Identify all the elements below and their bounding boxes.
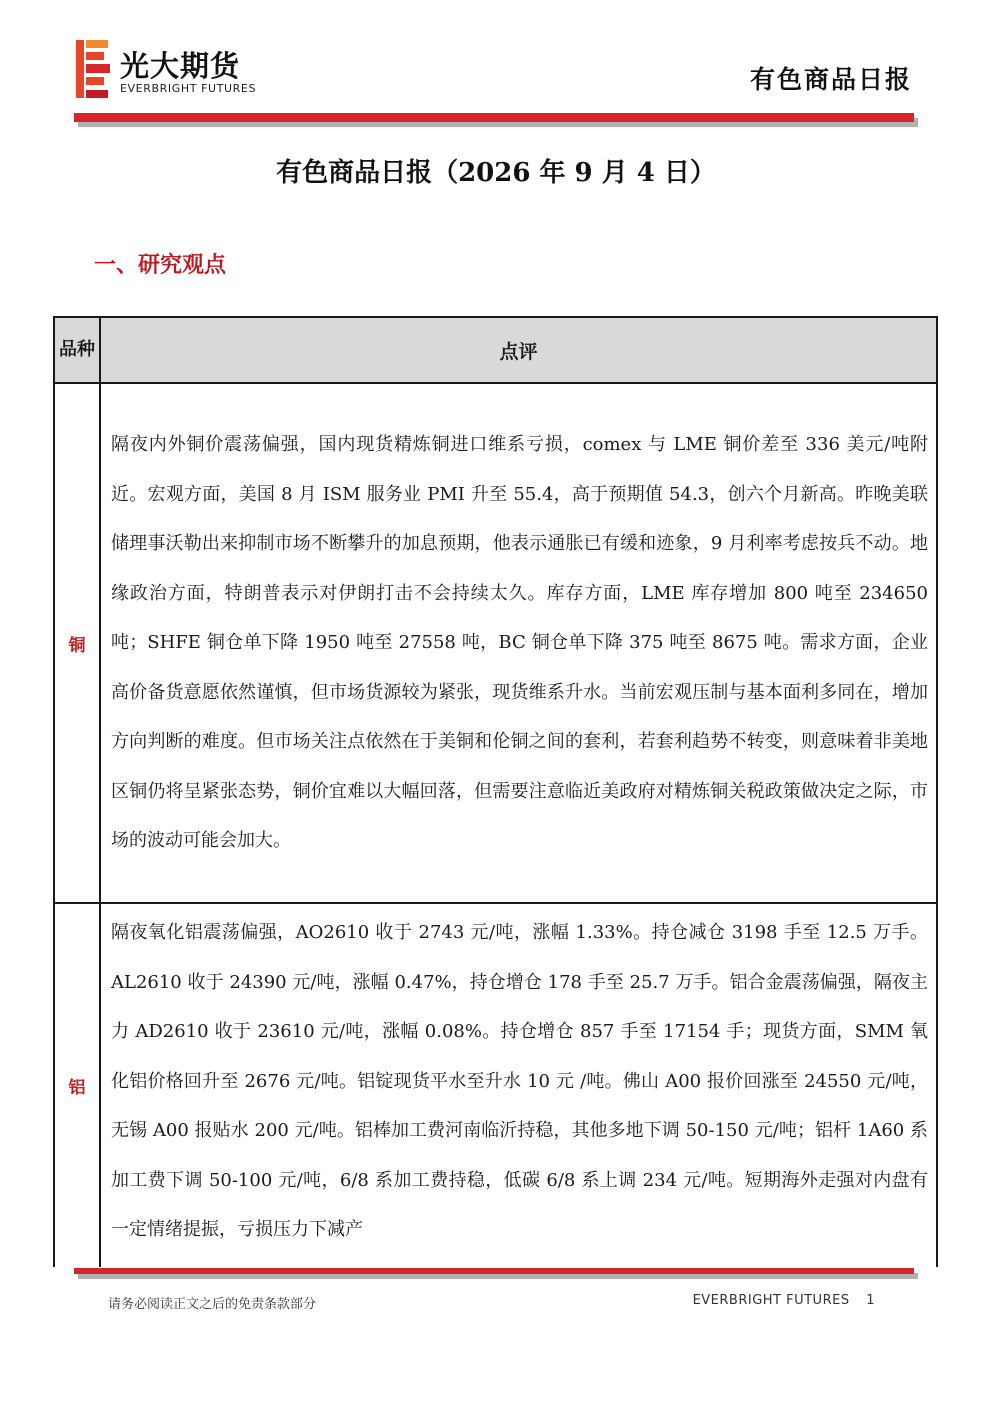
footer-rule [74, 1268, 914, 1274]
everbright-logo-icon [76, 40, 110, 98]
table-header-row [54, 317, 937, 383]
table-row [54, 903, 937, 1267]
header-rule [74, 113, 914, 122]
comment-column-header: 点评 [100, 317, 937, 383]
page-bottom-mask [40, 1272, 960, 1403]
variety-cell-copper: 铜 [54, 383, 100, 903]
footer-company: EVERBRIGHT FUTURES [692, 1293, 850, 1308]
report-name: 有色商品日报 [749, 65, 912, 94]
page-number: 1 [866, 1293, 875, 1308]
company-logo-english: EVERBRIGHT FUTURES [120, 82, 257, 95]
table-row [54, 383, 937, 903]
section-heading: 一、研究观点 [94, 252, 227, 278]
variety-column-header: 品种 [54, 317, 100, 383]
comment-cell-aluminum: 隔夜氧化铝震荡偏强，AO2610 收于 2743 元/吨，涨幅 1.33%。持仓减仓 3198 手至 12.5 万手。AL2610 收于 24390 元/吨，涨幅 0.47%，持仓增仓 178 手至 25.7 万手。铝合金震荡偏强，隔夜主力 AD2610 收于 23610 元/吨，涨幅 0.08%。持仓增仓 857 手至 17154 手；现货方面，SMM 氧化铝价格回升至 2676 元/吨。铝锭现货平水至升水 10 元 /吨。佛山 A00 报价回涨至 24550 元/吨，无锡 A00 报贴水 200 元/吨。铝棒加工费河南临沂持稳，其他多地下调 50-150 元/吨；铝杆 1A60 系加工费下调 50-100 元/吨，6/8 系加工费持稳，低碳 6/8 系上调 234 元/吨。短期海外走强对内盘有一定情绪提振，亏损压力下减产 [100, 903, 937, 1267]
footer-company-page [693, 1293, 875, 1308]
company-logo-chinese: 光大期货 [120, 49, 241, 83]
comment-cell-copper: 隔夜内外铜价震荡偏强，国内现货精炼铜进口维系亏损，comex 与 LME 铜价差至 336 美元/吨附近。宏观方面，美国 8 月 ISM 服务业 PMI 升至 55.4，高于预期值 54.3，创六个月新高。昨晚美联储理事沃勒出来抑制市场不断攀升的加息预期，他表示通胀已有缓和迹象，9 月利率考虑按兵不动。地缘政治方面，特朗普表示对伊朗打击不会持续太久。库存方面，LME 库存增加 800 吨至 234650 吨；SHFE 铜仓单下降 1950 吨至 27558 吨，BC 铜仓单下降 375 吨至 8675 吨。需求方面，企业高价备货意愿依然谨慎，但市场货源较为紧张，现货维系升水。当前宏观压制与基本面利多同在，增加方向判断的难度。但市场关注点依然在于美铜和伦铜之间的套利，若套利趋势不转变，则意味着非美地区铜仍将呈紧张态势，铜价宜难以大幅回落，但需要注意临近美政府对精炼铜关税政策做决定之际，市场的波动可能会加大。 [100, 383, 937, 903]
document-title: 有色商品日报（2026 年 9 月 4 日） [276, 158, 716, 188]
research-view-table [53, 316, 938, 1267]
footer-disclaimer: 请务必阅读正文之后的免责条款部分 [108, 1297, 317, 1312]
variety-cell-aluminum: 铝 [54, 903, 100, 1267]
